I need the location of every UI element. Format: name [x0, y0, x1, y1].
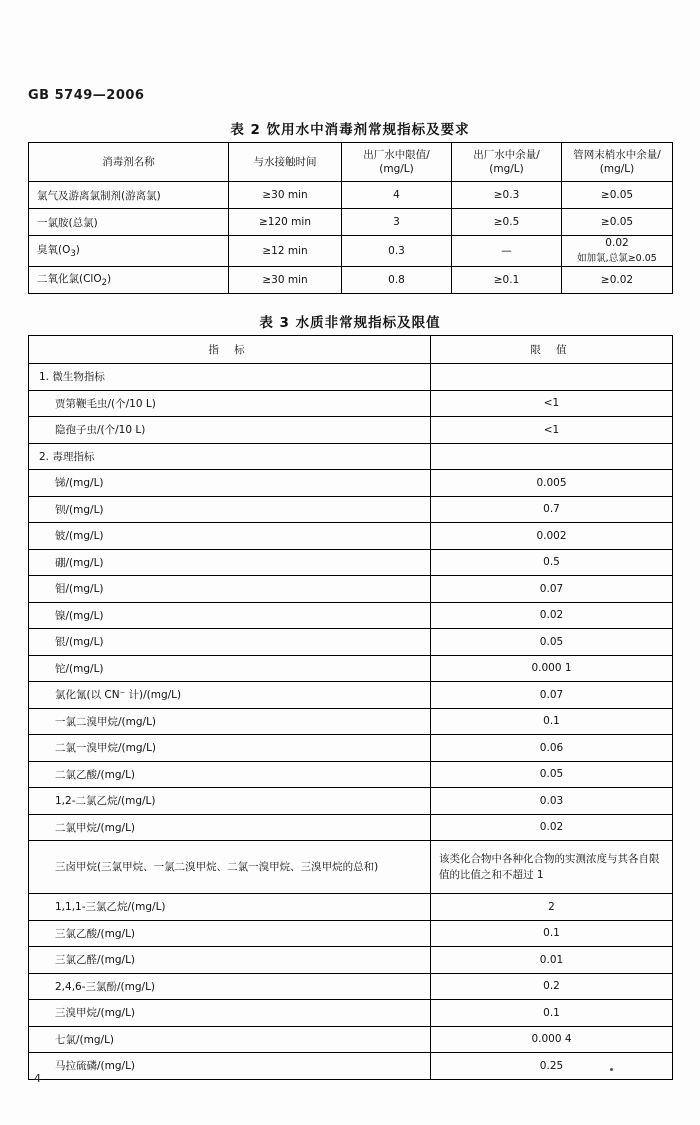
- table-row: [29, 735, 673, 762]
- table-row: [29, 417, 673, 444]
- table-row: [29, 267, 673, 294]
- table3-tox18-indicator: 2,4,6-三氯酚/(mg/L): [29, 973, 431, 1000]
- table3-col-indicator: 指 标: [29, 336, 431, 364]
- table2-col-plant-limit: [342, 143, 452, 182]
- table-disinfectant-indicators: [28, 142, 673, 294]
- table2-row0-network-residual: ≥0.05: [562, 182, 673, 209]
- table-row: [29, 523, 673, 550]
- table3-tox21-indicator: 马拉硫磷/(mg/L): [29, 1053, 431, 1080]
- table3-tox19-indicator: 三溴甲烷/(mg/L): [29, 1000, 431, 1027]
- table2-row1-contact-time: ≥120 min: [229, 209, 342, 236]
- table-row: [29, 682, 673, 709]
- table3-tox9-indicator: 一氯二溴甲烷/(mg/L): [29, 708, 431, 735]
- table-row: [29, 182, 673, 209]
- table-row: [29, 209, 673, 236]
- table3-section-microbio: 1. 微生物指标: [29, 364, 431, 391]
- table2-row2-contact-time: ≥12 min: [229, 236, 342, 267]
- table2-header-row: [29, 143, 673, 182]
- table-row: [29, 788, 673, 815]
- table-row: [29, 841, 673, 894]
- table2-row3-name: [29, 267, 229, 294]
- table2-row2-name-sub: 3: [70, 249, 76, 260]
- table3-tox20-indicator: 七氯/(mg/L): [29, 1026, 431, 1053]
- table2-row2-network-residual-note: 如加氯,总氯≥0.05: [577, 252, 657, 264]
- table2-col-plant-limit-line1: 出厂水中限值/: [363, 148, 430, 161]
- table3-tox13-indicator: 二氯甲烷/(mg/L): [29, 814, 431, 841]
- table-row: [29, 894, 673, 921]
- table2-row1-name: 一氯胺(总氯): [29, 209, 229, 236]
- table2-row2-plant-limit: 0.3: [342, 236, 452, 267]
- table3-tox10-indicator: 二氯一溴甲烷/(mg/L): [29, 735, 431, 762]
- table3-tox2-indicator: 铍/(mg/L): [29, 523, 431, 550]
- table3-title: 表 3 水质非常规指标及限值: [259, 315, 441, 331]
- table3-tox3-indicator: 硼/(mg/L): [29, 549, 431, 576]
- table3-tox9-limit: 0.1: [431, 708, 673, 735]
- table3-tox2-limit: 0.002: [431, 523, 673, 550]
- table3-tox8-limit: 0.07: [431, 682, 673, 709]
- table3-tox11-indicator: 二氯乙酸/(mg/L): [29, 761, 431, 788]
- table-row: [29, 236, 673, 267]
- table3-tox0-limit: 0.005: [431, 470, 673, 497]
- table2-row1-plant-limit: 3: [342, 209, 452, 236]
- table3-tox4-indicator: 钼/(mg/L): [29, 576, 431, 603]
- table-row: [29, 496, 673, 523]
- table2-col-network-residual-line1: 管网末梢水中余量/: [573, 148, 661, 161]
- table2-col-name: 消毒剂名称: [29, 143, 229, 182]
- table2-col-plant-residual: [452, 143, 562, 182]
- table-row: [29, 629, 673, 656]
- table3-micro0-indicator: 贾第鞭毛虫/(个/10 L): [29, 390, 431, 417]
- table2-col-plant-limit-line2: (mg/L): [379, 163, 414, 175]
- table3-tox16-indicator: 三氯乙酸/(mg/L): [29, 920, 431, 947]
- table2-row3-plant-residual: ≥0.1: [452, 267, 562, 294]
- table-row: [29, 973, 673, 1000]
- table3-tox8-indicator: 氯化氰(以 CN⁻ 计)/(mg/L): [29, 682, 431, 709]
- table2-row2-plant-residual: —: [452, 236, 562, 267]
- table-row: [29, 814, 673, 841]
- table3-tox18-limit: 0.2: [431, 973, 673, 1000]
- table-row: [29, 655, 673, 682]
- table2-col-plant-residual-line1: 出厂水中余量/: [473, 148, 540, 161]
- table3-tox17-limit: 0.01: [431, 947, 673, 974]
- table-nonroutine-indicators: [28, 335, 673, 1080]
- table2-title: 表 2 饮用水中消毒剂常规指标及要求: [230, 122, 470, 138]
- table3-tox6-indicator: 银/(mg/L): [29, 629, 431, 656]
- table3-col-limit: 限 值: [431, 336, 673, 364]
- table-row: [29, 390, 673, 417]
- table-row: [29, 602, 673, 629]
- table2-row0-name: 氯气及游离氯制剂(游离氯): [29, 182, 229, 209]
- table3-tox21-limit: 0.25: [431, 1053, 673, 1080]
- table2-col-plant-residual-line2: (mg/L): [489, 163, 524, 175]
- table3-section-row: [29, 443, 673, 470]
- table3-tox16-limit: 0.1: [431, 920, 673, 947]
- table3-tox3-limit: 0.5: [431, 549, 673, 576]
- table2-row3-name-base: 二氧化氯(ClO: [37, 273, 102, 286]
- table3-tox12-limit: 0.03: [431, 788, 673, 815]
- table2-row2-name-tail: ): [75, 244, 80, 257]
- table3-tox10-limit: 0.06: [431, 735, 673, 762]
- table3-section-toxicology-limit: [431, 443, 673, 470]
- table3-tox19-limit: 0.1: [431, 1000, 673, 1027]
- table2-col-contact-time: 与水接触时间: [229, 143, 342, 182]
- table2-row3-name-sub: 2: [101, 278, 108, 289]
- table-row: [29, 920, 673, 947]
- table3-tox4-limit: 0.07: [431, 576, 673, 603]
- page-number: 4: [34, 1072, 41, 1085]
- table3-tox5-limit: 0.02: [431, 602, 673, 629]
- table2-row2-name: [29, 236, 229, 267]
- table2-row3-plant-limit: 0.8: [342, 267, 452, 294]
- table3-tox20-limit: 0.000 4: [431, 1026, 673, 1053]
- table3-section-row: [29, 364, 673, 391]
- table3-tox0-indicator: 锑/(mg/L): [29, 470, 431, 497]
- table-row: [29, 576, 673, 603]
- table2-row3-name-tail: ): [107, 273, 112, 286]
- table3-tox7-limit: 0.000 1: [431, 655, 673, 682]
- table3-header-row: [29, 336, 673, 364]
- table3-tox14-limit: 该类化合物中各种化合物的实测浓度与其各自限值的比值之和不超过 1: [431, 841, 673, 894]
- table3-tox13-limit: 0.02: [431, 814, 673, 841]
- table2-row1-plant-residual: ≥0.5: [452, 209, 562, 236]
- table2-row0-contact-time: ≥30 min: [229, 182, 342, 209]
- table3-micro0-limit: <1: [431, 390, 673, 417]
- table3-tox5-indicator: 镍/(mg/L): [29, 602, 431, 629]
- table2-col-network-residual: [562, 143, 673, 182]
- table3-tox15-limit: 2: [431, 894, 673, 921]
- table2-row2-name-base: 臭氧(O: [37, 244, 71, 257]
- table3-tox11-limit: 0.05: [431, 761, 673, 788]
- table3-tox1-indicator: 钡/(mg/L): [29, 496, 431, 523]
- table-row: [29, 947, 673, 974]
- table2-row3-contact-time: ≥30 min: [229, 267, 342, 294]
- table-row: [29, 549, 673, 576]
- table3-tox14-indicator: 三卤甲烷(三氯甲烷、一氯二溴甲烷、二氯一溴甲烷、三溴甲烷的总和): [29, 841, 431, 894]
- table-row: [29, 761, 673, 788]
- table2-row2-network-residual-value: 0.02: [605, 237, 629, 249]
- table-row: [29, 708, 673, 735]
- table3-micro1-indicator: 隐孢子虫/(个/10 L): [29, 417, 431, 444]
- page-margin-dot: [610, 1068, 613, 1071]
- table3-micro1-limit: <1: [431, 417, 673, 444]
- table2-row3-network-residual: ≥0.02: [562, 267, 673, 294]
- table2-row2-network-residual: [562, 236, 673, 267]
- table3-tox15-indicator: 1,1,1-三氯乙烷/(mg/L): [29, 894, 431, 921]
- table3-tox6-limit: 0.05: [431, 629, 673, 656]
- table-row: [29, 1026, 673, 1053]
- table2-row1-network-residual: ≥0.05: [562, 209, 673, 236]
- table-row: [29, 470, 673, 497]
- table-row: [29, 1000, 673, 1027]
- table3-section-microbio-limit: [431, 364, 673, 391]
- standard-code: GB 5749—2006: [28, 88, 145, 103]
- table3-tox7-indicator: 铊/(mg/L): [29, 655, 431, 682]
- table2-row0-plant-residual: ≥0.3: [452, 182, 562, 209]
- table3-tox12-indicator: 1,2-二氯乙烷/(mg/L): [29, 788, 431, 815]
- table3-tox17-indicator: 三氯乙醛/(mg/L): [29, 947, 431, 974]
- table3-section-toxicology: 2. 毒理指标: [29, 443, 431, 470]
- table3-tox1-limit: 0.7: [431, 496, 673, 523]
- table2-col-network-residual-line2: (mg/L): [599, 163, 635, 175]
- table-row: [29, 1053, 673, 1080]
- table2-row0-plant-limit: 4: [342, 182, 452, 209]
